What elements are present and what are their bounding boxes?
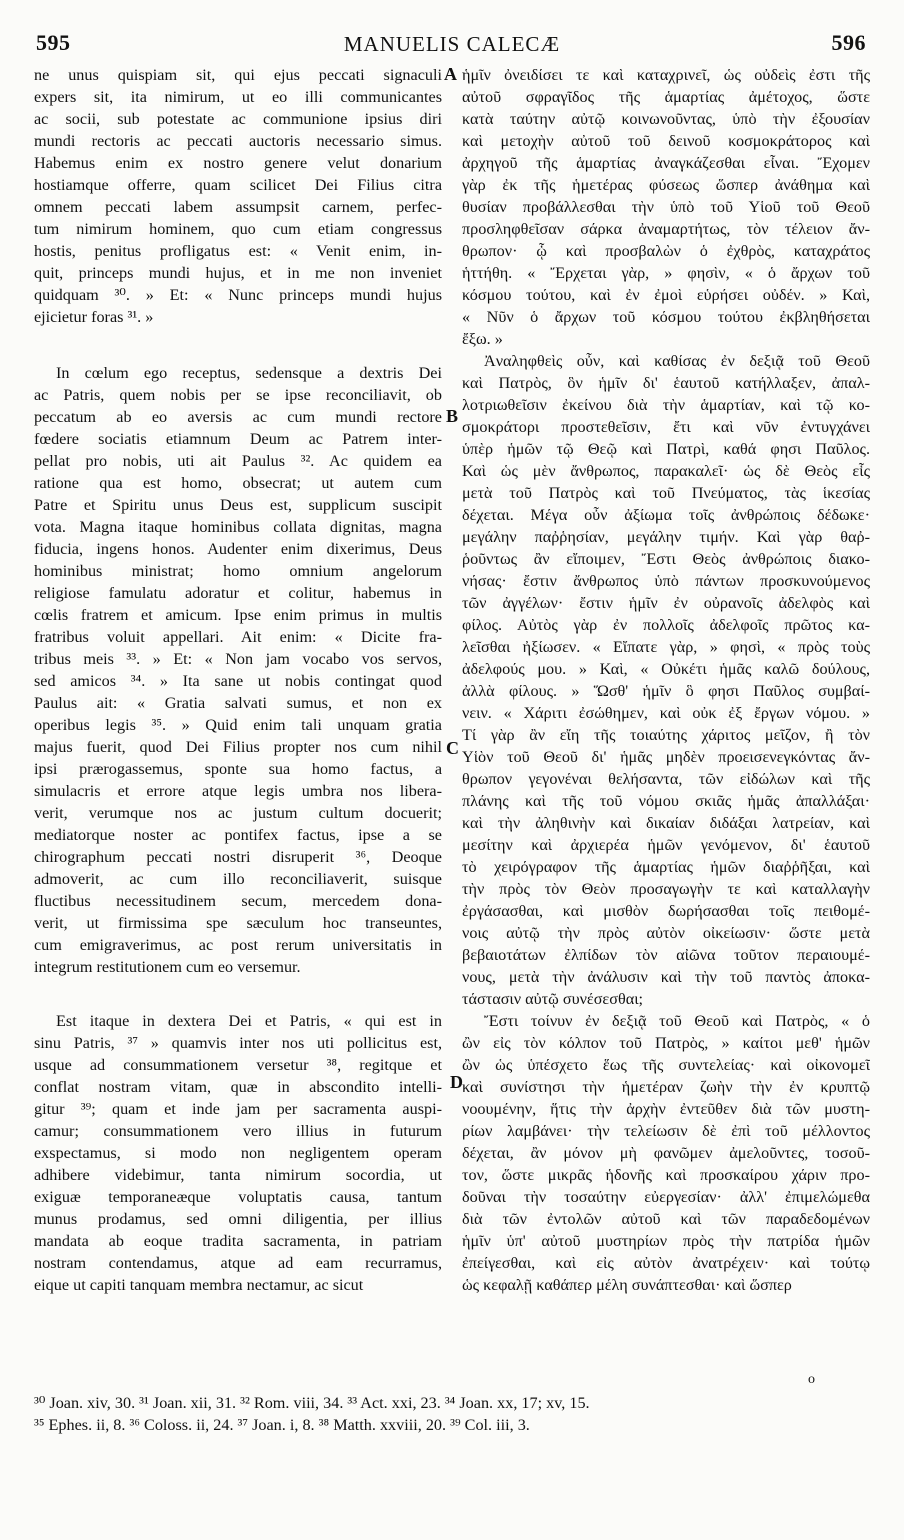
text-line: ῥοῦντως ἂν εἴποιμεν, Ἔστι Θεὸς ἀνθρώποις διακο- [462,550,870,568]
text-line: αὐτοῦ σφραγῖδος τῆς ἁμαρτίας ἀμέτοχος, ὥστε [462,88,870,106]
text-line: Υἱὸν τοῦ Θεοῦ δι' ἡμᾶς μηδὲν προεισενεγκόντας ἄν- [462,748,870,766]
text-line: λεῖσθαι ἠξίωσεν. « Εἴπατε γὰρ, » φησὶ, « πρὸς τοὺς [462,638,870,656]
text-line: ὑπὲρ ἡμῶν τῷ Θεῷ καὶ Πατρὶ, καθά φησι Παῦλος. [462,440,870,458]
greek-paragraph-3 [462,1010,870,1296]
text-line: cum emigraverimus, ac post rerum universitatis in [34,936,442,954]
text-line: ὡς κεφαλῇ καθάπερ μέλη συνάπτεσθαι· καὶ ὥσπερ [462,1276,792,1294]
greek-paragraph-2 [462,350,870,1010]
text-line: τὴν πρὸς τὸν Θεὸν προσαγωγὴν τε καὶ καταλλαγὴν [462,880,870,898]
text-line: τον, ὥστε μικρᾶς ἡδονῆς καὶ προσκαίρου χάριν προ- [462,1166,870,1184]
text-line: καὶ μετοχὴν αὐτοῦ τοῦ δεινοῦ κοσμοκράτορος καὶ [462,132,870,150]
greek-paragraph-1 [462,64,870,350]
text-line: expers sit, ita nimirum, ut eo illi communicantes [34,88,442,106]
text-line: camur; consummationem vero illius in futurum [34,1122,442,1140]
text-line: majus fuerit, quod Dei Filius propter nos cum nihil [34,738,442,756]
text-line: eique ut capiti tanquam membra nectamur, ac sicut [34,1276,364,1294]
paragraph-gap [34,978,442,1010]
text-line: μεσίτην καὶ ἀρχιερέα ἡμῶν γενόμενον, δι' ἑαυτοῦ [462,836,870,854]
footnote-line: ³⁵ Ephes. ii, 8. ³⁶ Coloss. ii, 24. ³⁷ Joan. i, 8. ³⁸ Matth. xxviii, 20. ³⁹ Col. iii, 3. [34,1416,530,1434]
text-line: mediatorque noster ac pontifex factus, ipse a se [34,826,442,844]
text-line: verit, ut firmissima spe sæculum hoc transeuntes, [34,914,442,932]
text-line: Ἀναληφθεὶς οὖν, καὶ καθίσας ἐν δεξιᾷ τοῦ Θεοῦ [484,352,870,370]
text-line: peccatum ab eo aversis ac cum mundi rectore [34,408,442,426]
text-line: Τί γὰρ ἂν εἴη τῆς τοιαύτης χάριτος μεῖζον, ἢ τὸν [462,726,870,744]
text-line: ejicietur foras ³¹. » [34,308,154,326]
latin-paragraph-3 [34,1010,442,1296]
text-line: fluctibus necessitudinem secum, mercedem dona- [34,892,442,910]
text-line: βεβαιοτάτων ἐλπίδων τὸν αἰῶνα τοῦτον περαιουμέ- [462,946,870,964]
text-line: mandata ab eoque tradita sacramenta, in patriam [34,1232,442,1250]
text-line: mundi rectoris ac peccati auctoris necessario simus. [34,132,442,150]
text-line: exiguæ temporaneæque voluptatis causa, tantum [34,1188,442,1206]
text-line: κατὰ ταύτην αὐτῷ κοινωνοῦντας, ὑπὸ τὴν ἐξουσίαν [462,110,870,128]
text-line: τὸ χειρόγραφον τῆς ἁμαρτίας ἡμῶν διαῤῥῆξαι, καὶ [462,858,870,876]
text-line: θυσίαν προβάλλεσθαι τὴν ὑπὸ τοῦ Υἱοῦ τοῦ Θεοῦ [462,198,870,216]
latin-paragraph-1 [34,64,442,328]
text-line: religiose famulatu adoratur et colitur, habemus in [34,584,442,602]
text-line: ὢν ὡς ὑπέσχετο ἕως τῆς συντελείας· καὶ οἰκονομεῖ [462,1056,870,1074]
text-line: Patre et Spiritu unus Deus est, supplicum suscipit [34,496,442,514]
margin-marker-b: B [446,406,459,426]
text-line: δοῦναι τὴν τοσαύτην εὐεργεσίαν· ἀλλ' ἐπιμελώμεθα [462,1188,870,1206]
text-line: simulacris et errore atque legis umbra nos libera- [34,782,442,800]
text-line: ἀλλὰ φίλους. » Ὥσθ' ἡμῖν ὃ φησι Παῦλος συμβαί- [462,682,870,700]
text-line: conflat nostram vitam, quæ in abscondito intelli- [34,1078,442,1096]
text-line: tum nimirum hominem, quo cum etiam congressus [34,220,442,238]
text-line: ἔξω. » [462,330,503,348]
text-line: tribus meis ³³. » Et: « Non jam vocabo vos servos, [34,650,442,668]
text-line: gitur ³⁹; quam et inde jam per sacramenta auspi- [34,1100,442,1118]
text-line: « Νῦν ὁ ἄρχων τοῦ κόσμου τούτου ἐκβληθήσεται [462,308,870,326]
text-line: usque ad consummationem versetur ³⁸, regitque et [34,1056,442,1074]
text-line: quidquam ³⁰. » Et: « Nunc princeps mundi hujus [34,286,442,304]
text-line: sinu Patris, ³⁷ » quamvis inter nos uti pollicitus est, [34,1034,442,1052]
text-line: ἀδελφούς μου. » Καὶ, « Οὐκέτι ἡμᾶς καλῶ δούλους, [462,660,870,678]
text-line: Ἔστι τοίνυν ἐν δεξιᾷ τοῦ Θεοῦ καὶ Πατρὸς, « ὁ [484,1012,870,1030]
latin-column [34,64,442,1296]
text-line: δέχεται. Μέγα οὖν ἀξίωμα τοῖς ἀνθρώποις δέδωκε· [462,506,870,524]
text-line: operibus legis ³⁵. » Quid enim tali unquam gratia [34,716,442,734]
text-line: φίλος. Αὐτὸς γὰρ ἐν πολλοῖς ἀδελφοῖς πρῶτος κα- [462,616,870,634]
text-line: Καὶ ὡς μὲν ἄνθρωπος, παρακαλεῖ· ὡς δὲ Θεὸς εἷς [462,462,870,480]
text-line: τῶν ἀγγέλων· ἔστιν ἡμῖν ἐν οὐρανοῖς ἀδελφὸς καὶ [462,594,870,612]
text-line: λοτριωθεῖσιν ἐκείνου διὰ τὴν ἁμαρτίαν, καὶ τῷ κο- [462,396,870,414]
text-line: vota. Magna itaque hominibus collata dignitas, magna [34,518,442,536]
text-line: νειν. « Χάριτι ἐσώθημεν, καὶ οὐκ ἐξ ἔργων νόμου. » [462,704,870,722]
page-number-left: 595 [36,30,71,55]
text-line: hominibus ministrat; homo omnium angelorum [34,562,442,580]
text-line: Est itaque in dextera Dei et Patris, « qui est in [56,1012,442,1030]
text-line: hostiamque offerre, quam scilicet Dei Filius citra [34,176,442,194]
footnotes [34,1392,874,1436]
paragraph-gap [34,328,442,362]
text-line: chirographum peccati nostri disruperit ³⁶, Deoque [34,848,442,866]
text-line: integrum restitutionem cum eo versemur. [34,958,301,976]
text-line: ἡττήθη. « Ἔρχεται γὰρ, » φησὶν, « ὁ ἄρχων τοῦ [462,264,870,282]
text-line: καὶ Πατρὸς, ὃν ἡμῖν δι' ἑαυτοῦ κατήλλαξεν, ἀπαλ- [462,374,870,392]
text-line: μεγάλην παῤῥησίαν, μεγάλην τιμήν. Καὶ γὰρ θαῤ- [462,528,870,546]
text-line: γὰρ ἐκ τῆς ἡμετέρας φύσεως ὥσπερ ἀνάθημα καὶ [462,176,870,194]
footnote-line: ³⁰ Joan. xiv, 30. ³¹ Joan. xii, 31. ³² Rom. viii, 34. ³³ Act. xxi, 23. ³⁴ Joan. xx, 17; xv, 15. [34,1394,590,1412]
text-line: ἀρχηγοῦ τῆς ἁμαρτίας ἀναγκάζεσθαι εἶναι. Ἔχομεν [462,154,870,172]
text-line: θρωπον γεγονέναι θελήσαντα, τῶν εἰδώλων καὶ τῆς [462,770,870,788]
text-line: Habemus enim ex nostro genere velut donarium [34,154,442,172]
text-line: ρίων λαμβάνει· τὴν τελείωσιν δὲ ἐπὶ τοῦ μέλλοντος [462,1122,870,1140]
text-line: omnem peccati labem assumpsit carnem, perfec- [34,198,442,216]
text-line: cœlis fratrem et amicum. Ipse enim primus in multis [34,606,442,624]
text-line: καὶ τὴν ἀληθινὴν καὶ δικαίαν διδάξαι λατρείαν, καὶ [462,814,870,832]
text-line: quit, princeps mundi hujus, et in me non inveniet [34,264,442,282]
text-line: adhibere videbimur, tanta nimirum socordia, ut [34,1166,442,1184]
text-line: νους, μετὰ τὴν ἀνάλυσιν καὶ τὴν τοῦ παντὸς ἀποκα- [462,968,870,986]
text-line: fœdere sociatis etiamnum Deum ac Patrem inter- [34,430,442,448]
margin-marker-c: C [446,738,459,758]
text-line: ac socii, sub potestate ac communione ipsius diri [34,110,442,128]
greek-column [462,64,870,1296]
text-line: νοις αὐτῷ τὴν πρὸς αὐτὸν οἰκείωσιν· ὥστε μετὰ [462,924,870,942]
text-line: τάστασιν αὐτῷ συνέσεσθαι; [462,990,644,1008]
text-line: ἐπείγεσθαι, καὶ εἰς αὐτὸν ἀνατρέχειν· καὶ τούτῳ [462,1254,870,1272]
text-line: θρωπον· ᾧ καὶ προσβαλὼν ὁ ἐχθρὸς, καταχράτος [462,242,870,260]
margin-marker-d: D [450,1072,463,1092]
text-line: admoverit, ac cum illo reconciliaverit, suisque [34,870,442,888]
text-line: exspectamus, si modo non negligentem operam [34,1144,442,1162]
latin-paragraph-2 [34,362,442,978]
text-line: καὶ συνίστησι τὴν ἡμετέραν ζωὴν τὴν ἐν κρυπτῷ [462,1078,870,1096]
text-line: sed amicos ³⁴. » Ita sane ut nobis contingat quod [34,672,442,690]
text-line: verit, verumque nos ac justum cultum docuerit; [34,804,442,822]
text-line: νοουμένην, ἥτις τὴν ἀρχὴν ἐντεῦθεν διὰ τῶν μυστη- [462,1100,870,1118]
text-line: διὰ τῶν ἐντολῶν αὐτοῦ καὶ τῶν παραδεδομένων [462,1210,870,1228]
text-line: νήσας· ἔστιν ἄνθρωπος ὑπὸ πάντων προσκυνούμενος [462,572,870,590]
stray-mark: o [808,1372,815,1387]
text-line: fiducia, ingens honos. Audenter enim dixerimus, Deus [34,540,442,558]
text-line: ipsi prærogassemus, sponte sua homo factus, a [34,760,442,778]
text-line: ἐργάσασθαι, καὶ μισθὸν δωρήσασθαι τοῖς πειθομέ- [462,902,870,920]
text-line: fratribus voluit appellari. Ait enim: « Dicite fra- [34,628,442,646]
text-line: πλάνης καὶ τῆς τοῦ νόμου σκιᾶς ἡμᾶς ἀπαλλάξαι· [462,792,870,810]
text-line: σμοκράτορι προστεθεῖσιν, ἔτι καὶ νῦν ἐντυγχάνει [462,418,870,436]
text-line: hostis, penitus profligatus est: « Venit enim, in- [34,242,442,260]
text-line: nostram contendamus, atque ad eam recurramus, [34,1254,442,1272]
text-line: ratione qua est homo, obsecrat; ut autem cum [34,474,442,492]
text-line: μετὰ τοῦ Πατρὸς καὶ τοῦ Πνεύματος, τὰς ἱκεσίας [462,484,870,502]
page-number-right: 596 [831,30,866,55]
text-line: Paulus ait: « Gratia salvati sumus, et non ex [34,694,442,712]
running-title: MANUELIS CALECÆ [343,32,561,56]
text-line: δέχεται, ἂν μόνον μὴ φανῶμεν ἀμελοῦντες, τοσοῦ- [462,1144,870,1162]
text-line: In cœlum ego receptus, sedensque a dextris Dei [56,364,442,382]
text-line: ὢν εἰς τὸν κόλπον τοῦ Πατρὸς, » καίτοι μεθ' ἡμῶν [462,1034,870,1052]
text-line: ne unus quispiam sit, qui ejus peccati signaculi [34,66,442,84]
text-line: προσληφθεῖσαν σάρκα ἀναμαρτήτως, τὸν τέλειον ἄν- [462,220,870,238]
text-line: κόσμου τούτου, καὶ ἐν ἐμοὶ εὑρήσει οὐδέν. » Καὶ, [462,286,870,304]
text-line: ἡμῖν ὑπ' αὐτοῦ μυστηρίων πρὸς τὴν πατρίδα ἡμῶν [462,1232,870,1250]
margin-marker-a: A [444,64,457,84]
text-line: munus prodamus, sed omni diligentia, per illius [34,1210,442,1228]
text-line: ac Patris, quem nobis per se ipse reconciliavit, ob [34,386,442,404]
text-line: ἡμῖν ὀνειδίσει τε καὶ καταχρινεῖ, ὡς οὐδεὶς ἐστι τῆς [462,66,870,84]
text-line: pellat pro nobis, uti ait Paulus ³². Ac quidem ea [34,452,442,470]
